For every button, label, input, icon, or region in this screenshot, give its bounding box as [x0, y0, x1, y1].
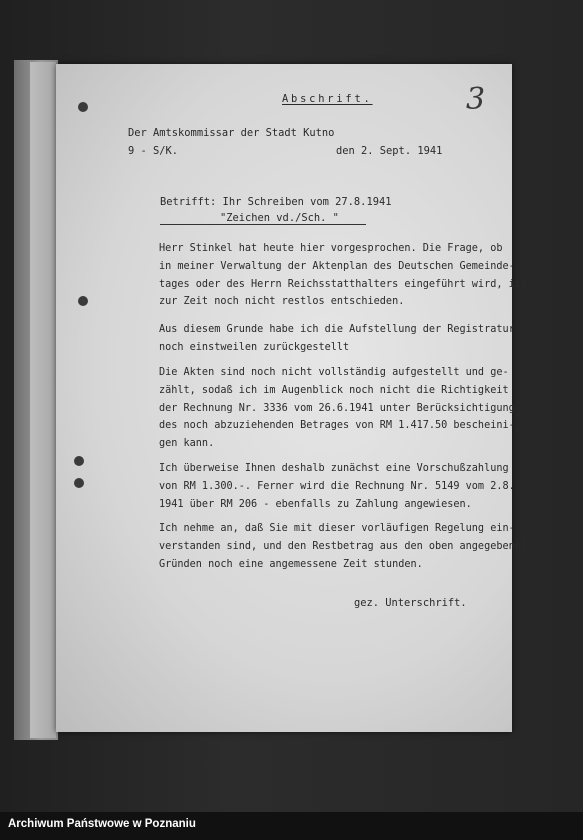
document-title: Abschrift.: [282, 93, 373, 105]
punch-hole: [78, 102, 88, 112]
subject-underline: [160, 224, 366, 225]
page-number: 3: [466, 82, 486, 117]
paragraph-1: Herr Stinkel hat heute hier vorgesprochen. Die Frage, ob in meiner Verwaltung der Aktenplan des Deutschen Gemeinde- tages oder des Herrn Reichsstatthalters eingeführt wird, ist zur Zeit noch nicht restlos entschieden.: [159, 243, 528, 308]
paragraph-3: Die Akten sind noch nicht vollständig aufgestellt und ge- zählt, sodaß ich im Augenblick noch nicht die Richtigkeit der Rechnung Nr. 3336 vom 26.6.1941 unter Berücksichtigung des noch abzuziehenden Betrages von RM 1.417.50 bescheini- gen kann.: [159, 367, 515, 450]
document-date: den 2. Sept. 1941: [336, 145, 443, 157]
signature-line: gez. Unterschrift.: [354, 597, 467, 609]
document-page: [56, 64, 528, 732]
paragraph-4: Ich überweise Ihnen deshalb zunächst eine Vorschußzahlung von RM 1.300.-. Ferner wird die Rechnung Nr. 5149 vom 2.8. 1941 über RM 206 - ebenfalls zu Zahlung angewiesen.: [159, 463, 515, 510]
reference-code: 9 - S/K.: [128, 145, 179, 157]
paragraph-2: Aus diesem Grunde habe ich die Aufstellung der Registratur noch einstweilen zurückgestellt: [159, 324, 515, 353]
punch-hole: [78, 296, 88, 306]
archive-footer: [0, 812, 583, 840]
punch-hole: [74, 456, 84, 466]
subject-reference: "Zeichen vd./Sch. ": [220, 212, 339, 224]
archive-name: Archiwum Państwowe w Poznaniu: [8, 818, 196, 830]
paragraph-5: Ich nehme an, daß Sie mit dieser vorläufigen Regelung ein- verstanden sind, und den Restbetrag aus den oben angegebenen Gründen noch eine angemessene Zeit stunden.: [159, 523, 528, 570]
sender-line: Der Amtskommissar der Stadt Kutno: [128, 127, 335, 139]
punch-hole: [74, 478, 84, 488]
subject-line: Betrifft: Ihr Schreiben vom 27.8.1941: [160, 196, 392, 208]
underlying-sheet-edge: [30, 62, 56, 738]
